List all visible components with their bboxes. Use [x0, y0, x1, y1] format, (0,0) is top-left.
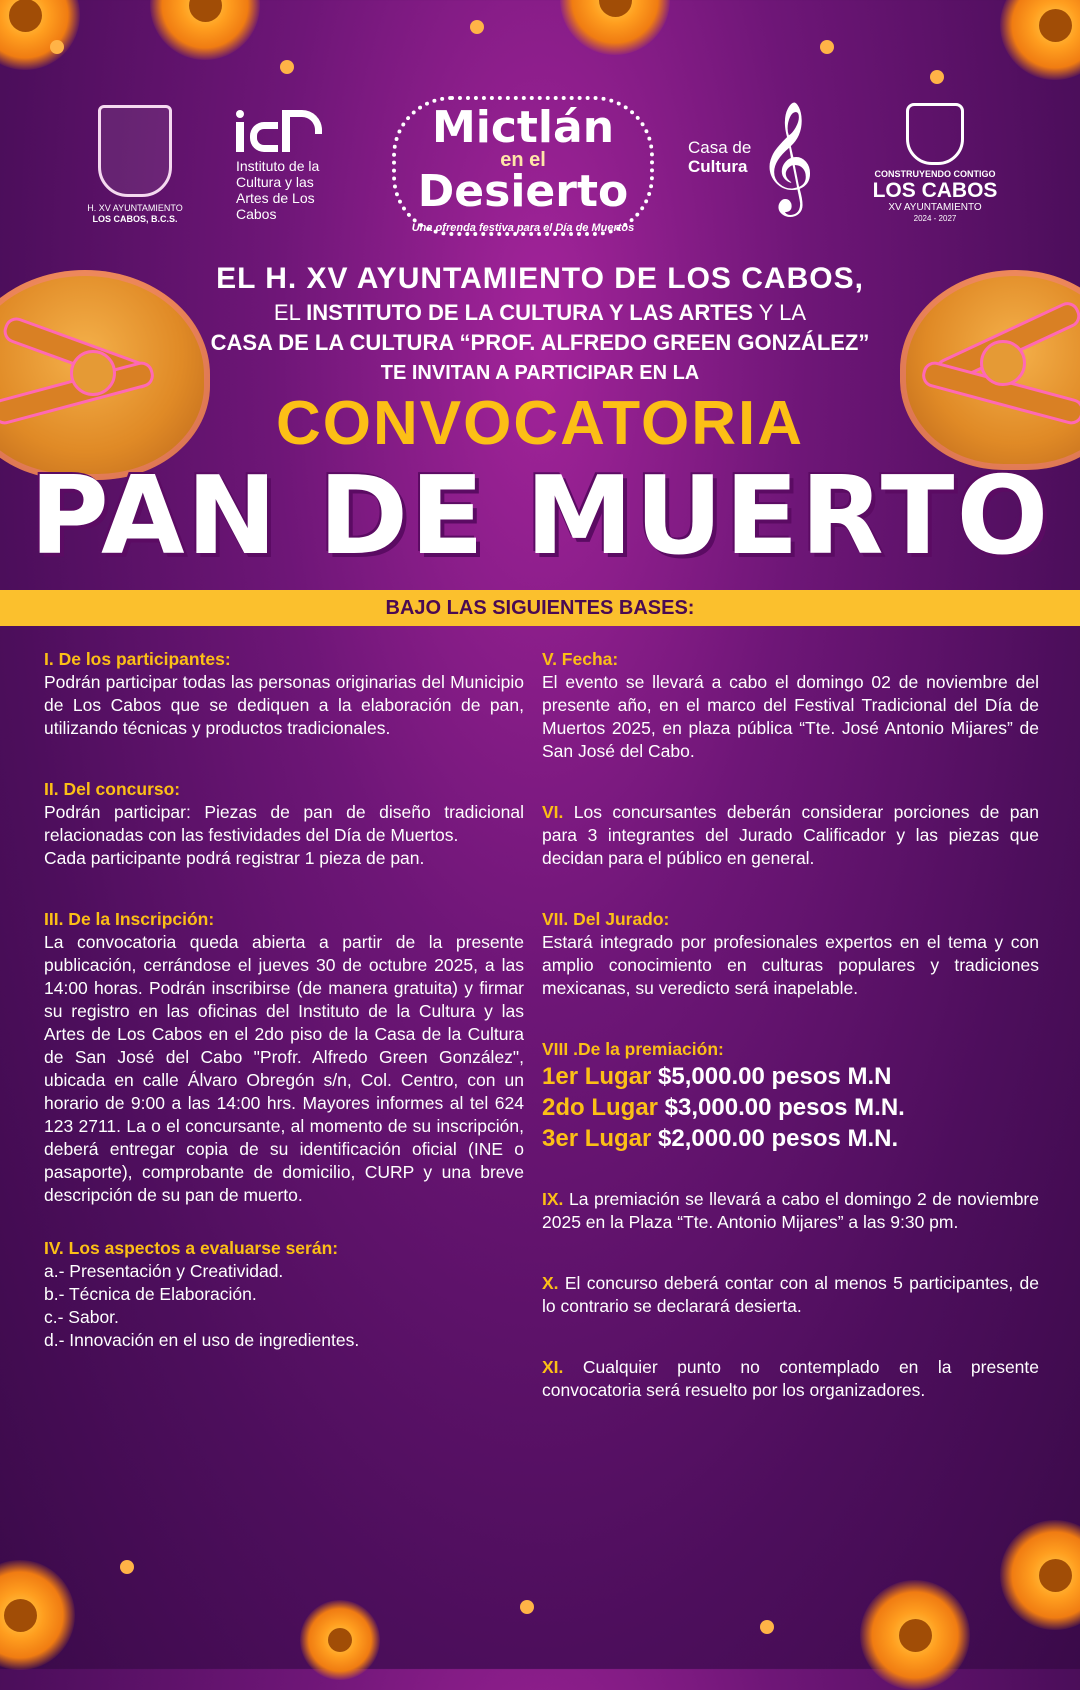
instituto-name: Instituto de la Cultura y las Artes de Los Cabos — [236, 158, 320, 222]
prize-place: 1er Lugar — [542, 1063, 652, 1090]
right-column — [542, 648, 1039, 1402]
ayuntamiento-line1: H. XV AYUNTAMIENTO — [87, 203, 183, 213]
decorative-dot — [820, 40, 834, 54]
casa-line2: Cultura — [688, 157, 748, 176]
section-body: Podrán participar todas las personas originarias del Municipio de Los Cabos que se dediquen a la elaboración de pan, utilizando técnicas y productos tradicionales. — [44, 672, 524, 738]
section-body: La convocatoria queda abierta a partir de la presente publicación, cerrándose el jueves 30 de octubre 2025, a las 14:00 horas. Podrán inscribirse (de manera gratuita) y firmar su registro en las oficinas del Instituto de la Cultura y las Artes de Los Cabos en el 2do piso de la Casa de la Cultura de San José del Cabo "Profr. Alfredo Green González", ubicada en calle Álvaro Obregón s/n, Col. Centro, con un horario de 9:00 a las 14:00 hrs. Mayores informes al tel 624 123 2711. La o el concursante, al momento de su inscripción, deberá entregar copia de su identificación oficial (INE o pasaporte), comprobante de domicilio, CURP y una breve descripción de su pan de muerto. — [44, 932, 524, 1205]
section-body: El evento se llevará a cabo el domingo 02 de noviembre del presente año, en el marco del Festival Tradicional del Día de Muertos 2025, en plaza pública “Tte. José Antonio Mijares” de San José del Cabo. — [542, 672, 1039, 761]
marigold-flower-icon — [1000, 0, 1080, 80]
ayuntamiento-line2: LOS CABOS, B.C.S. — [92, 214, 178, 224]
marigold-flower-icon — [1000, 1520, 1080, 1630]
section-body: La premiación se llevará a cabo el domingo 2 de noviembre 2025 en la Plaza “Tte. Antonio Mijares” a las 9:30 pm. — [542, 1189, 1039, 1232]
section-body-extra: Cada participante podrá registrar 1 pieza de pan. — [44, 848, 425, 868]
section-fecha — [542, 648, 1039, 763]
decorative-dot — [470, 20, 484, 34]
section-body: El concurso deberá contar con al menos 5 participantes, de lo contrario se declarará desierta. — [542, 1273, 1039, 1316]
marigold-flower-icon — [0, 1560, 75, 1670]
header-line2 — [0, 300, 1080, 326]
section-title: II. Del concurso: — [44, 779, 181, 799]
los-cabos-line4: 2024 - 2027 — [913, 214, 957, 223]
header-line3: CASA DE LA CULTURA “PROF. ALFREDO GREEN GONZÁLEZ” — [210, 330, 870, 355]
los-cabos-line1: CONSTRUYENDO CONTIGO — [874, 169, 996, 179]
header-line4: TE INVITAN A PARTICIPAR EN LA — [380, 362, 700, 384]
prize-row — [542, 1061, 1039, 1092]
marigold-flower-icon — [0, 0, 80, 70]
section-porciones — [542, 801, 1039, 870]
prize-place: 3er Lugar — [542, 1125, 652, 1152]
marigold-flower-icon — [560, 0, 670, 55]
section-number: VI. — [542, 802, 564, 822]
section-inscripcion — [44, 908, 524, 1207]
list-item: d.- Innovación en el uso de ingredientes. — [44, 1330, 360, 1350]
section-body: Podrán participar: Piezas de pan de diseño tradicional relacionadas con las festividades del Día de Muertos. — [44, 802, 524, 845]
section-title: VIII .De la premiación: — [542, 1039, 724, 1059]
decorative-dot — [280, 60, 294, 74]
section-body: Los concursantes deberán considerar porciones de pan para 3 integrantes del Jurado Calificador y las piezas que decidan para el público en general. — [542, 802, 1039, 868]
prize-amount: $3,000.00 pesos M.N. — [658, 1094, 905, 1121]
convocatoria-title: CONVOCATORIA — [275, 389, 805, 458]
section-title: IV. Los aspectos a evaluarse serán: — [44, 1238, 339, 1258]
section-concurso — [44, 778, 524, 870]
section-premiacion — [542, 1038, 1039, 1154]
list-item: b.- Técnica de Elaboración. — [44, 1284, 257, 1304]
section-title: V. Fecha: — [542, 649, 619, 669]
mictlan-word1: Mictlán — [431, 102, 615, 153]
instituto-logo — [236, 110, 336, 222]
los-cabos-emblem-icon — [906, 103, 964, 165]
section-body: Cualquier punto no contemplado en la presente convocatoria será resuelto por los organizadores. — [542, 1357, 1039, 1400]
decorative-dot — [760, 1620, 774, 1634]
decorative-dot — [120, 1560, 134, 1574]
iclc-monogram-icon — [236, 110, 326, 152]
header-line2-c: Y LA — [753, 300, 807, 325]
los-cabos-line3: XV AYUNTAMIENTO — [888, 202, 982, 213]
section-body: Estará integrado por profesionales expertos en el tema y con amplio conocimiento en culturas populares y tradiciones mexicanas, su veredicto será inapelable. — [542, 932, 1039, 998]
marigold-flower-icon — [150, 0, 260, 60]
los-cabos-logo — [860, 103, 1010, 224]
header-line2-a: EL — [273, 300, 307, 325]
coat-of-arms-icon — [98, 105, 172, 197]
prize-row — [542, 1123, 1039, 1154]
mictlan-word2: en el — [500, 149, 546, 171]
section-minimo-participantes — [542, 1272, 1039, 1318]
mictlan-word3: Desierto — [417, 166, 629, 217]
prize-row — [542, 1092, 1039, 1123]
ayuntamiento-logo — [80, 105, 190, 225]
pan-de-muerto-title: PAN DE MUERTO — [29, 454, 1051, 579]
marigold-flower-icon — [300, 1600, 380, 1680]
prize-amount: $5,000.00 pesos M.N — [651, 1063, 892, 1090]
casa-line1: Casa de — [688, 138, 752, 157]
mictlan-en-el-desierto-logo — [392, 96, 654, 236]
decorative-dot — [50, 40, 64, 54]
bases-bar: BAJO LAS SIGUIENTES BASES: — [0, 590, 1080, 626]
treble-clef-icon: 𝄞 — [758, 100, 815, 212]
section-fecha-premiacion — [542, 1188, 1039, 1234]
header-line2-b: INSTITUTO DE LA CULTURA Y LAS ARTES — [306, 300, 754, 325]
los-cabos-line2: LOS CABOS — [872, 179, 998, 202]
prize-place: 2do Lugar — [542, 1094, 659, 1121]
decorative-dot — [520, 1600, 534, 1614]
section-participantes — [44, 648, 524, 740]
section-number: X. — [542, 1273, 559, 1293]
header-line1: EL H. XV AYUNTAMIENTO DE LOS CABOS, — [216, 262, 864, 295]
list-item: a.- Presentación y Creatividad. — [44, 1261, 284, 1281]
marigold-flower-icon — [860, 1580, 970, 1690]
section-puntos-no-contemplados — [542, 1356, 1039, 1402]
section-number: IX. — [542, 1189, 564, 1209]
section-title: III. De la Inscripción: — [44, 909, 215, 929]
section-title: VII. Del Jurado: — [542, 909, 670, 929]
section-jurado — [542, 908, 1039, 1000]
mictlan-tagline: Una ofrenda festiva para el Día de Muertos — [411, 222, 635, 234]
section-number: XI. — [542, 1357, 564, 1377]
list-item: c.- Sabor. — [44, 1307, 119, 1327]
decorative-dot — [930, 70, 944, 84]
section-aspectos — [44, 1237, 524, 1352]
left-column — [44, 648, 524, 1352]
prize-amount: $2,000.00 pesos M.N. — [651, 1125, 899, 1152]
section-title: I. De los participantes: — [44, 649, 231, 669]
